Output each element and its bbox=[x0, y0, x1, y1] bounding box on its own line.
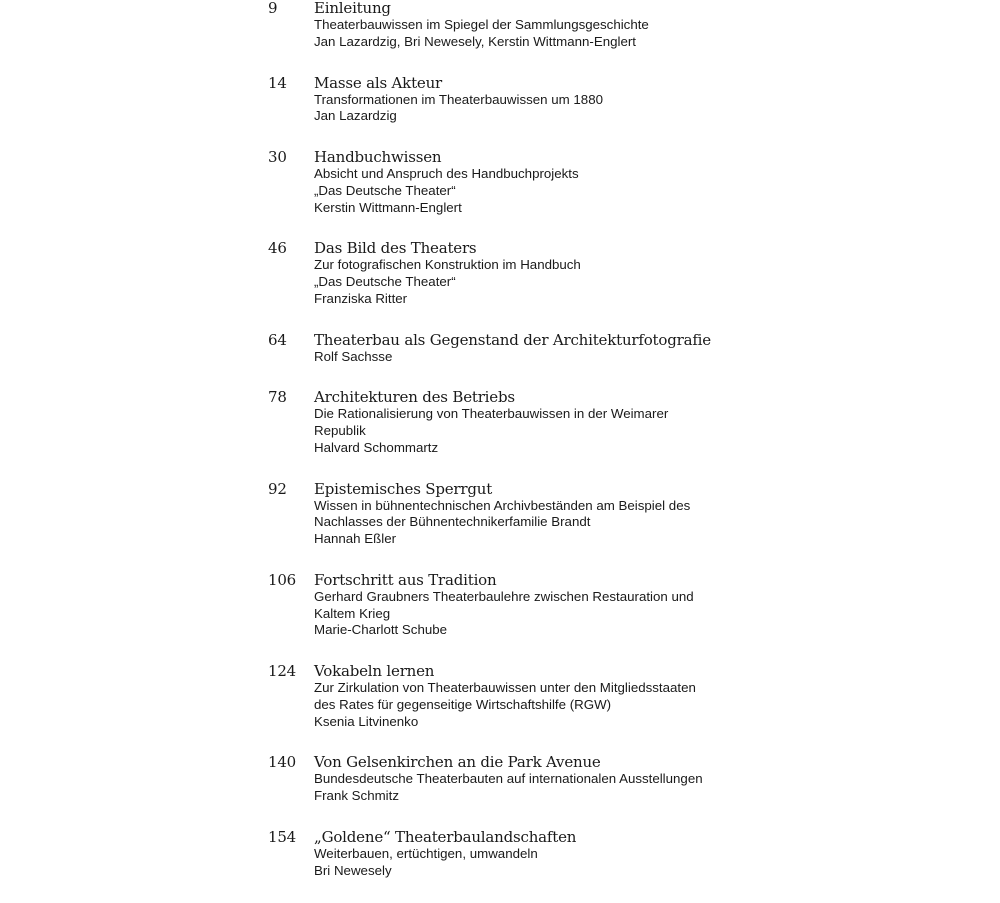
toc-entry[interactable] bbox=[268, 332, 968, 366]
chapter-authors: Jan Lazardzig, Bri Newesely, Kerstin Wittmann-Englert bbox=[314, 33, 636, 49]
page-number: 154 bbox=[268, 827, 297, 846]
chapter-title: Theaterbau als Gegenstand der Architekturfotografie bbox=[314, 330, 711, 349]
page-number: 64 bbox=[268, 330, 287, 349]
chapter-title: Das Bild des Theaters bbox=[314, 239, 477, 258]
chapter-subtitle: Wissen in bühnentechnischen Archivbeständen am Beispiel des bbox=[314, 497, 691, 513]
chapter-title: Von Gelsenkirchen an die Park Avenue bbox=[314, 753, 601, 772]
chapter-subtitle: Zur fotografischen Konstruktion im Handbuch bbox=[314, 257, 581, 273]
chapter-subtitle-2: Kaltem Krieg bbox=[314, 605, 391, 621]
page-number: 140 bbox=[268, 753, 297, 772]
chapter-subtitle: Zur Zirkulation von Theaterbauwissen unter den Mitgliedsstaaten bbox=[314, 680, 696, 695]
chapter-title: Epistemisches Sperrgut bbox=[314, 479, 493, 498]
chapter-subtitle: Bundesdeutsche Theaterbauten auf internationalen Ausstellungen bbox=[314, 771, 703, 787]
toc-entry[interactable] bbox=[268, 240, 968, 307]
chapter-subtitle-2: Republik bbox=[314, 423, 366, 438]
chapter-authors: Hannah Eßler bbox=[314, 531, 397, 546]
toc-entry[interactable] bbox=[268, 754, 968, 805]
chapter-subtitle: Gerhard Graubners Theaterbaulehre zwischen Restauration und bbox=[314, 588, 694, 604]
chapter-subtitle: Weiterbauen, ertüchtigen, umwandeln bbox=[314, 845, 538, 861]
chapter-authors: Halvard Schommartz bbox=[314, 439, 439, 455]
chapter-title: Einleitung bbox=[314, 0, 391, 17]
page-number: 9 bbox=[268, 0, 278, 17]
toc-entry[interactable] bbox=[268, 0, 968, 51]
chapter-authors: Kerstin Wittmann-Englert bbox=[314, 199, 462, 215]
chapter-authors: Ksenia Litvinenko bbox=[314, 713, 419, 729]
page-number: 30 bbox=[268, 148, 287, 166]
toc-entry[interactable] bbox=[268, 572, 968, 639]
chapter-subtitle: Absicht und Anspruch des Handbuchprojekts bbox=[314, 166, 579, 181]
chapter-title: Handbuchwissen bbox=[314, 148, 442, 166]
page-number: 14 bbox=[268, 73, 287, 92]
page-number: 78 bbox=[268, 388, 287, 407]
toc-entry[interactable] bbox=[268, 481, 968, 548]
chapter-authors: Franziska Ritter bbox=[314, 290, 408, 306]
chapter-subtitle-2: des Rates für gegenseitige Wirtschaftshilfe (RGW) bbox=[314, 696, 612, 712]
toc-entry[interactable] bbox=[268, 663, 968, 730]
table-of-contents bbox=[268, 0, 968, 903]
chapter-authors: Rolf Sachsse bbox=[314, 348, 393, 364]
page-number: 124 bbox=[268, 662, 297, 680]
toc-entry[interactable] bbox=[268, 829, 968, 880]
page-number: 106 bbox=[268, 570, 297, 589]
chapter-title: Architekturen des Betriebs bbox=[314, 388, 515, 407]
chapter-authors: Bri Newesely bbox=[314, 862, 392, 878]
chapter-subtitle-2: Nachlasses der Bühnentechnikerfamilie Brandt bbox=[314, 514, 591, 530]
chapter-title: Vokabeln lernen bbox=[314, 662, 435, 680]
chapter-authors: Marie-Charlott Schube bbox=[314, 622, 448, 638]
chapter-authors: Jan Lazardzig bbox=[314, 108, 397, 124]
chapter-subtitle-2: „Das Deutsche Theater“ bbox=[314, 182, 456, 198]
toc-entry[interactable] bbox=[268, 149, 968, 216]
chapter-title: Masse als Akteur bbox=[314, 73, 443, 92]
toc-entry[interactable] bbox=[268, 389, 968, 456]
page-number: 46 bbox=[268, 239, 287, 258]
chapter-subtitle-2: „Das Deutsche Theater“ bbox=[314, 274, 456, 289]
chapter-title: Fortschritt aus Tradition bbox=[314, 570, 497, 589]
chapter-subtitle: Theaterbauwissen im Spiegel der Sammlungsgeschichte bbox=[314, 17, 649, 32]
chapter-subtitle: Transformationen im Theaterbauwissen um 1880 bbox=[314, 91, 603, 107]
chapter-authors: Frank Schmitz bbox=[314, 788, 399, 803]
chapter-title: „Goldene“ Theaterbaulandschaften bbox=[314, 827, 577, 846]
toc-entry[interactable] bbox=[268, 75, 968, 126]
page-number: 92 bbox=[268, 479, 287, 498]
chapter-subtitle: Die Rationalisierung von Theaterbauwissen in der Weimarer bbox=[314, 406, 669, 422]
